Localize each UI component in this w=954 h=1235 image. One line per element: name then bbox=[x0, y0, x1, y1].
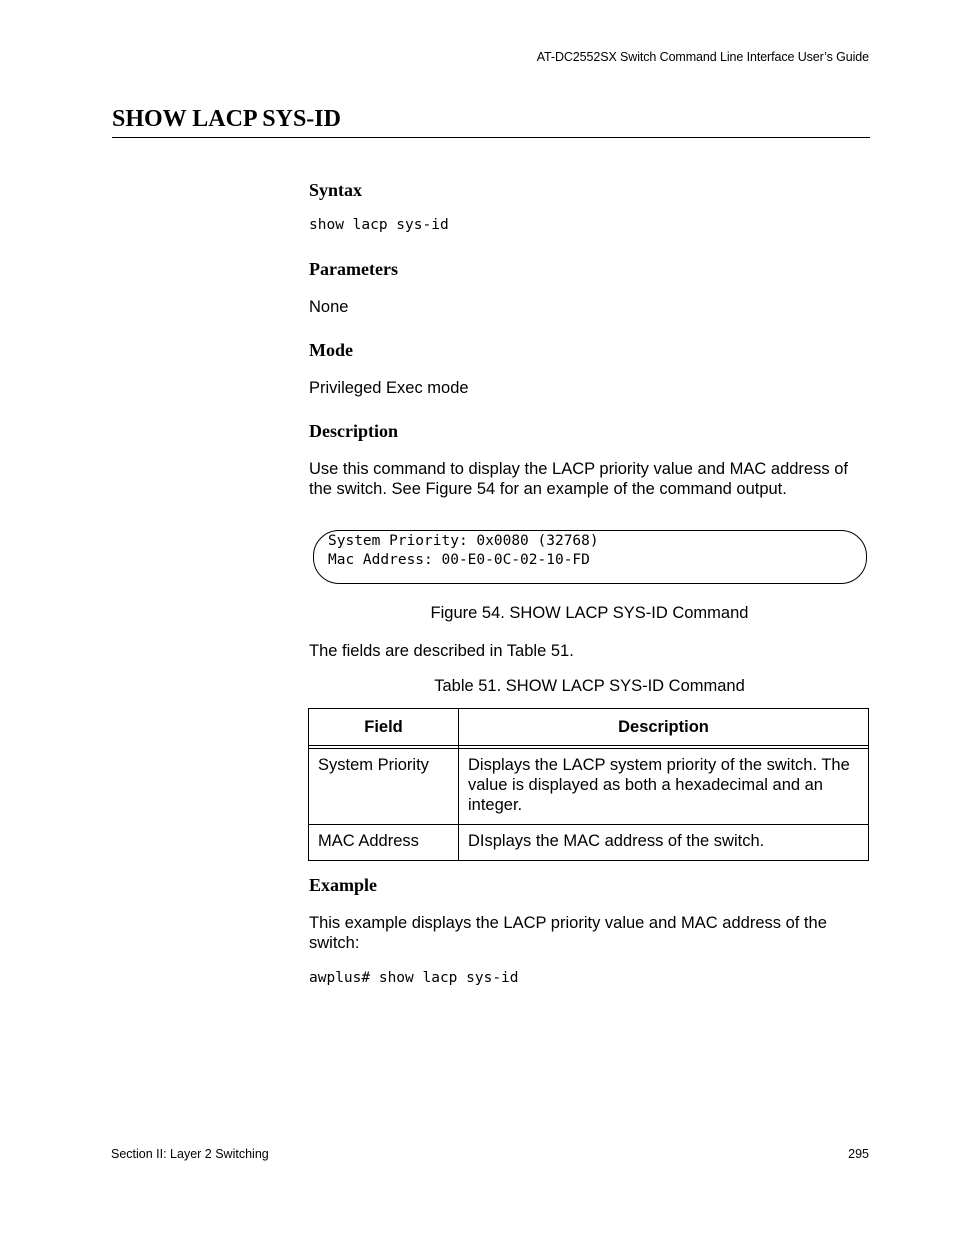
table-header-row bbox=[309, 709, 869, 746]
table-row bbox=[309, 749, 869, 825]
table-cell-field: MAC Address bbox=[309, 825, 459, 861]
table-header-description: Description bbox=[459, 709, 869, 746]
fields-intro: The fields are described in Table 51. bbox=[309, 642, 574, 660]
table-header-field: Field bbox=[309, 709, 459, 746]
running-header: AT-DC2552SX Switch Command Line Interface User’s Guide bbox=[536, 50, 869, 64]
parameters-heading: Parameters bbox=[309, 259, 398, 279]
description-heading: Description bbox=[309, 421, 398, 441]
figure-output-text bbox=[328, 532, 599, 570]
footer-page-number: 295 bbox=[848, 1147, 869, 1161]
page-title: SHOW LACP SYS-ID bbox=[112, 106, 870, 138]
example-command: awplus# show lacp sys-id bbox=[309, 970, 519, 986]
figure-caption: Figure 54. SHOW LACP SYS-ID Command bbox=[430, 604, 749, 622]
table-cell-description: DIsplays the MAC address of the switch. bbox=[459, 825, 869, 861]
syntax-heading: Syntax bbox=[309, 180, 363, 200]
description-text: Use this command to display the LACP priority value and MAC address of the switch. See Figure 54 for an example of the command output. bbox=[309, 460, 848, 498]
syntax-command: show lacp sys-id bbox=[309, 217, 449, 233]
table-caption: Table 51. SHOW LACP SYS-ID Command bbox=[434, 677, 745, 695]
figure-line-mac-address: Mac Address: 00-E0-0C-02-10-FD bbox=[328, 552, 590, 568]
figure-line-system-priority: System Priority: 0x0080 (32768) bbox=[328, 533, 599, 549]
table-cell-description: Displays the LACP system priority of the switch. The value is displayed as both a hexadecimal and an integer. bbox=[459, 749, 869, 825]
table-row bbox=[309, 825, 869, 861]
table-cell-field: System Priority bbox=[309, 749, 459, 825]
example-text: This example displays the LACP priority value and MAC address of the switch: bbox=[309, 914, 827, 952]
mode-heading: Mode bbox=[309, 340, 353, 360]
footer-section: Section II: Layer 2 Switching bbox=[111, 1147, 269, 1161]
fields-table bbox=[308, 708, 869, 861]
parameters-text: None bbox=[309, 298, 349, 316]
example-heading: Example bbox=[309, 875, 378, 895]
mode-text: Privileged Exec mode bbox=[309, 379, 469, 397]
